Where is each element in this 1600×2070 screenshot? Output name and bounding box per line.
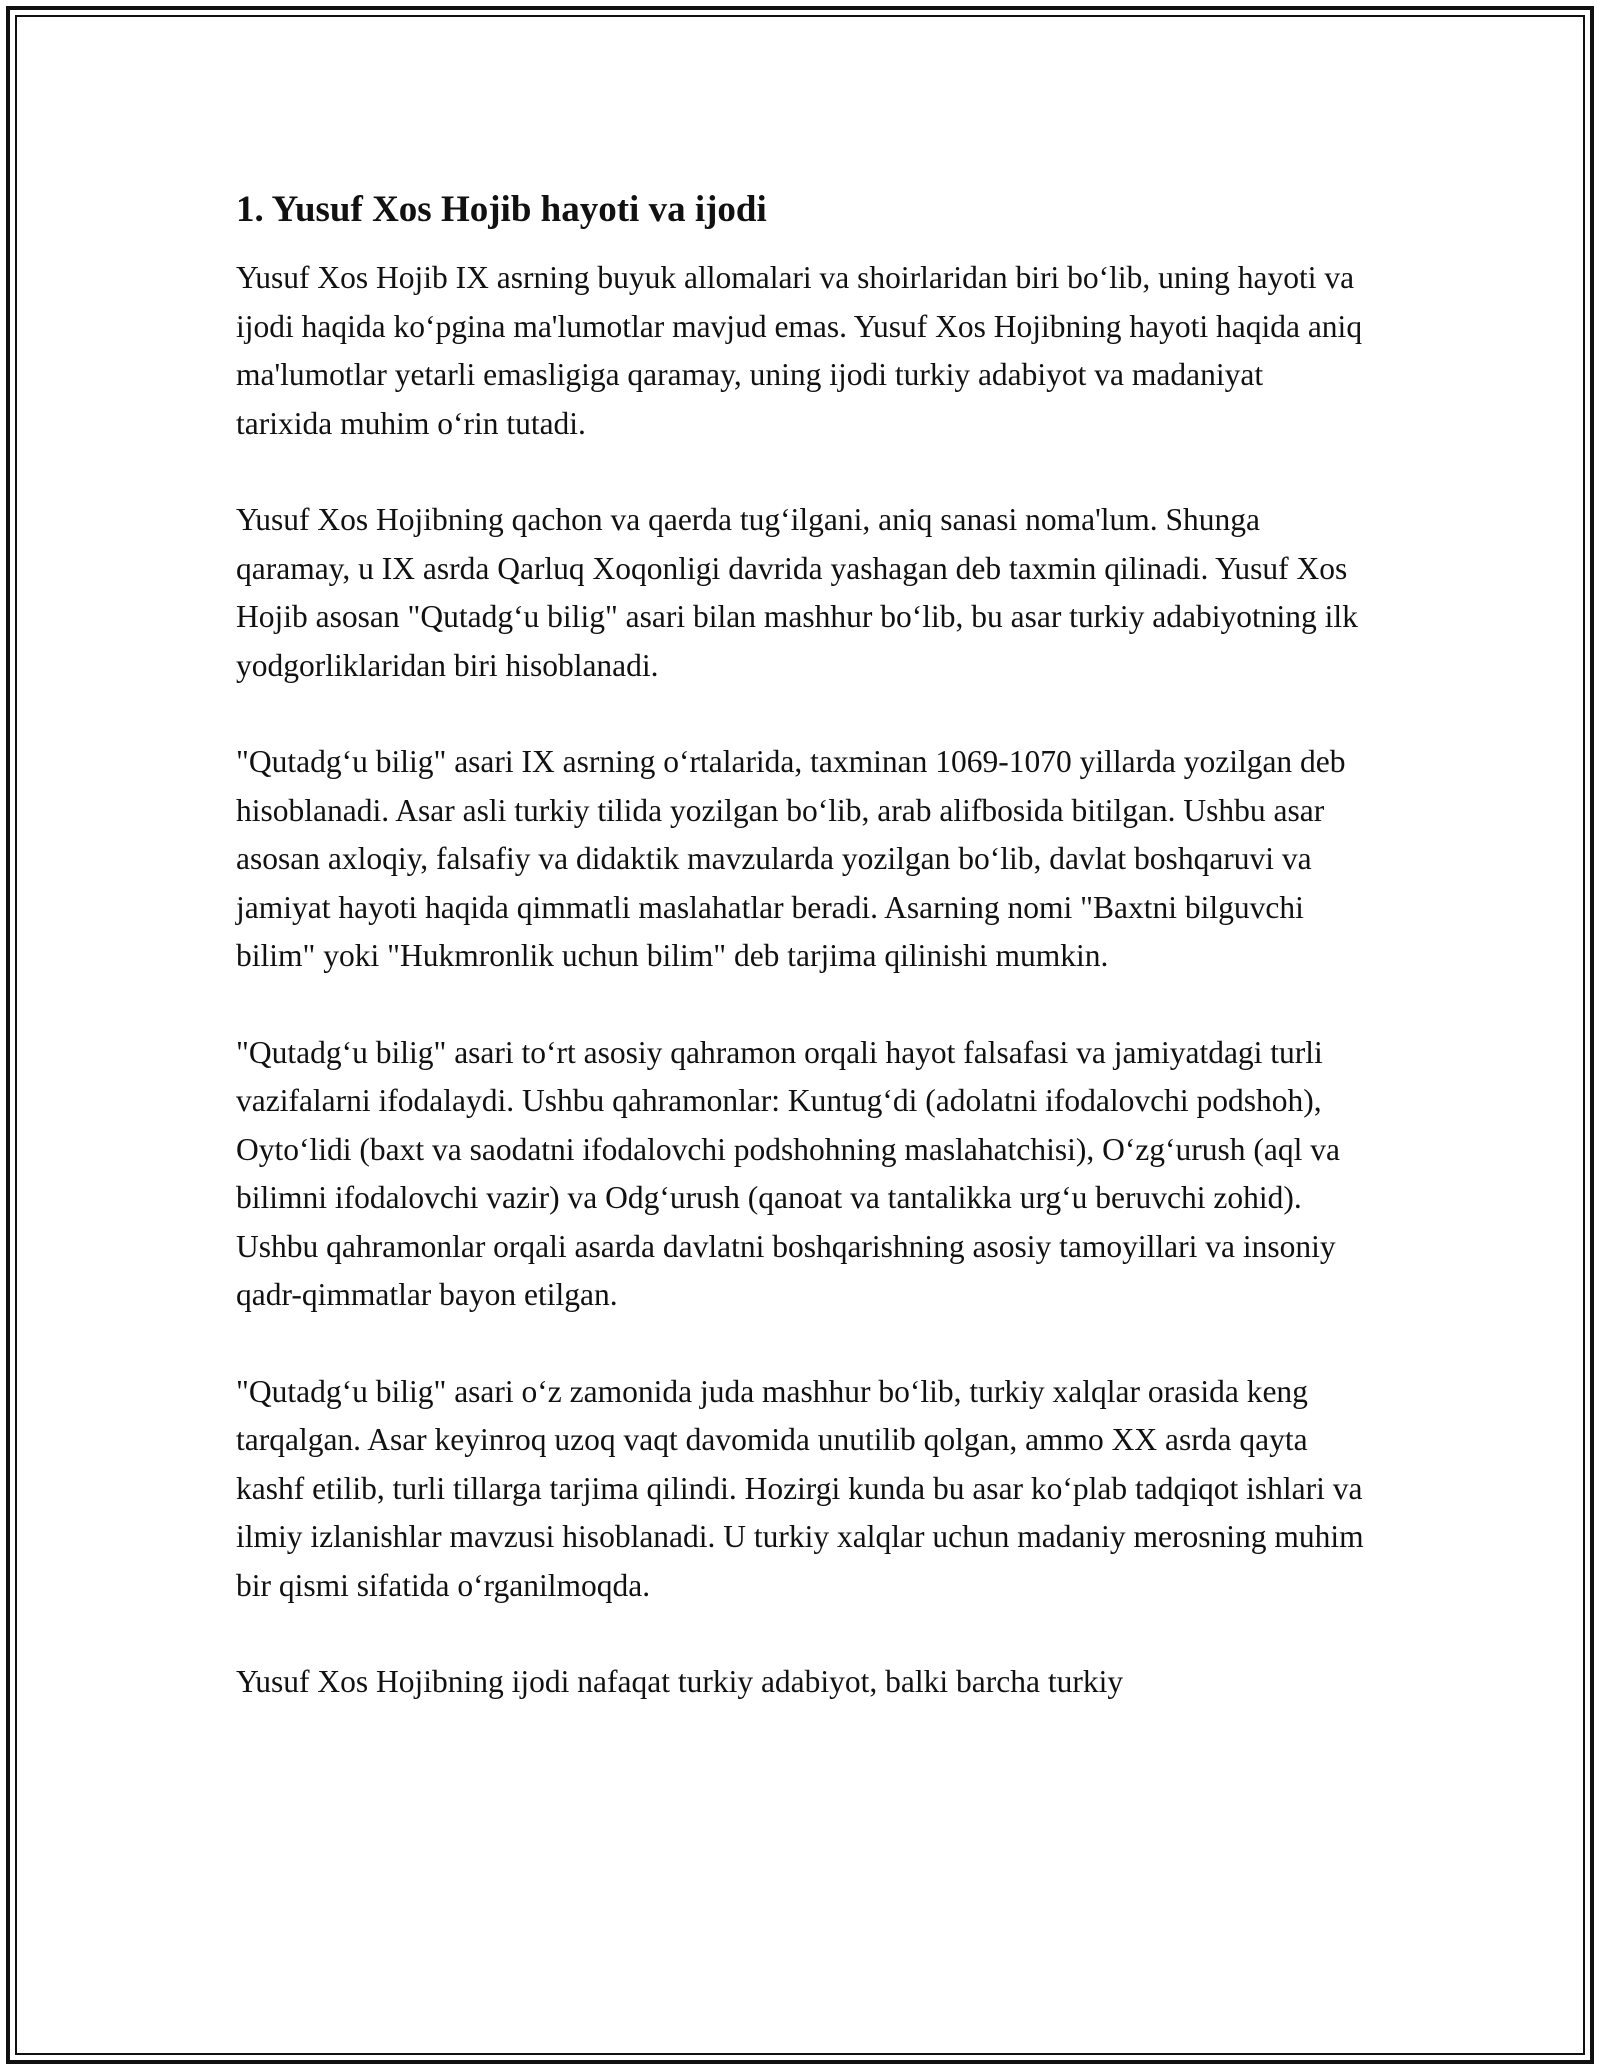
paragraph-1: Yusuf Xos Hojib IX asrning buyuk allomalari va shoirlaridan biri bo‘lib, uning hayoti va ijodi haqida ko‘pgina ma'lumotlar mavjud emas. Yusuf Xos Hojibning hayoti haqida aniq ma'lumotlar yetarli emasligiga qaramay, uning ijodi turkiy adabiyot va madaniyat tarixida muhim o‘rin tutadi.	[236, 260, 1363, 441]
document-body	[236, 186, 1366, 1755]
section-heading: 1. Yusuf Xos Hojib hayoti va ijodi	[236, 189, 767, 230]
paragraph-6: Yusuf Xos Hojibning ijodi nafaqat turkiy adabiyot, balki barcha turkiy	[236, 1664, 1124, 1699]
paragraph-2: Yusuf Xos Hojibning qachon va qaerda tug‘ilgani, aniq sanasi noma'lum. Shunga qaramay, u IX asrda Qarluq Xoqonligi davrida yashagan deb taxmin qilinadi. Yusuf Xos Hojib asosan "Qutadg‘u bilig" asari bilan mashhur bo‘lib, bu asar turkiy adabiyotning ilk yodgorliklaridan biri hisoblanadi.	[236, 502, 1358, 683]
paragraph-4: "Qutadg‘u bilig" asari to‘rt asosiy qahramon orqali hayot falsafasi va jamiyatdagi turli vazifalarni ifodalaydi. Ushbu qahramonlar: Kuntug‘di (adolatni ifodalovchi podshoh), Oyto‘lidi (baxt va saodatni ifodalovchi podshohning maslahatchisi), O‘zg‘urush (aql va bilimni ifodalovchi vazir) va Odg‘urush (qanoat va tantalikka urg‘u beruvchi zohid). Ushbu qahramonlar orqali asarda davlatni boshqarishning asosiy tamoyillari va insoniy qadr-qimmatlar bayon etilgan.	[236, 1034, 1340, 1312]
paragraph-5: "Qutadg‘u bilig" asari o‘z zamonida juda mashhur bo‘lib, turkiy xalqlar orasida keng tarqalgan. Asar keyinroq uzoq vaqt davomida unutilib qolgan, ammo XX asrda qayta kashf etilib, turli tillarga tarjima qilindi. Hozirgi kunda bu asar ko‘plab tadqiqot ishlari va ilmiy izlanishlar mavzusi hisoblanadi. U turkiy xalqlar uchun madaniy merosning muhim bir qismi sifatida o‘rganilmoqda.	[236, 1373, 1364, 1603]
paragraph-3: "Qutadg‘u bilig" asari IX asrning o‘rtalarida, taxminan 1069-1070 yillarda yozilgan deb hisoblanadi. Asar asli turkiy tilida yozilgan bo‘lib, arab alifbosida bitilgan. Ushbu asar asosan axloqiy, falsafiy va didaktik mavzularda yozilgan bo‘lib, davlat boshqaruvi va jamiyat hayoti haqida qimmatli maslahatlar beradi. Asarning nomi "Baxtni bilguvchi bilim" yoki "Hukmronlik uchun bilim" deb tarjima qilinishi mumkin.	[236, 744, 1346, 973]
